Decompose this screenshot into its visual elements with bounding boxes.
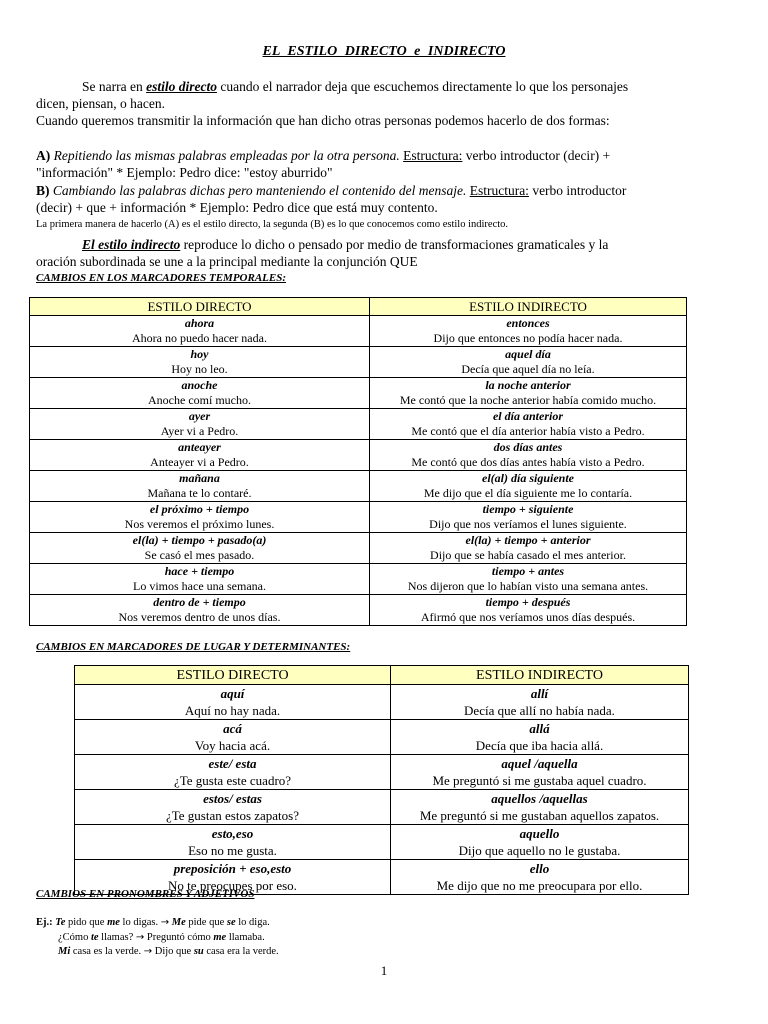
- marker-indirecto: aquellos /aquellas: [491, 791, 588, 806]
- table-row: [30, 595, 687, 626]
- cell-indirecto: [370, 440, 687, 471]
- keyword-estilo-directo: estilo directo: [146, 79, 217, 94]
- example-line-1: Ej.: Te pido que me lo digas. → Me pide que se lo diga.: [36, 917, 270, 928]
- marker-directo: ahora: [184, 316, 215, 330]
- cell-directo: [75, 825, 391, 860]
- option-b-line-2: (decir) + que + información * Ejemplo: Pedro dice que está muy contento.: [36, 200, 438, 215]
- option-b-line-1: B) Cambiando las palabras dichas pero manteniendo el contenido del mensaje. Estructura: verbo introductor: [36, 183, 627, 198]
- cell-indirecto: [391, 825, 689, 860]
- table-row: [30, 409, 687, 440]
- cell-indirecto: [370, 502, 687, 533]
- example-indirecto: Afirmó que nos veríamos unos días después.: [420, 610, 636, 624]
- example-indirecto: Decía que aquel día no leía.: [461, 362, 595, 376]
- marker-directo: ayer: [188, 409, 211, 423]
- marker-directo: esto,eso: [211, 826, 254, 841]
- cell-directo: [30, 502, 370, 533]
- cell-directo: [75, 720, 391, 755]
- header-estilo-indirecto: ESTILO INDIRECTO: [391, 666, 689, 685]
- cell-directo: [30, 347, 370, 378]
- table-header-row: [30, 298, 687, 316]
- marker-indirecto: la noche anterior: [485, 378, 571, 392]
- marker-indirecto: dos días antes: [493, 440, 563, 454]
- marker-indirecto: aquello: [519, 826, 560, 841]
- example-indirecto: Me contó que el día anterior había visto a Pedro.: [411, 424, 645, 438]
- marker-indirecto: el(la) + tiempo + anterior: [465, 533, 591, 547]
- example-line-3: Mi casa es la verde. → Dijo que su casa era la verde.: [58, 946, 279, 957]
- example-directo: Eso no me gusta.: [188, 843, 277, 858]
- cell-indirecto: [370, 564, 687, 595]
- example-indirecto: Dijo que entonces no podía hacer nada.: [433, 331, 623, 345]
- example-indirecto: Me contó que la noche anterior había comido mucho.: [399, 393, 657, 407]
- example-indirecto: Me dijo que el día siguiente me lo contaría.: [423, 486, 633, 500]
- section-heading-lugar: CAMBIOS EN MARCADORES DE LUGAR Y DETERMINANTES:: [36, 641, 351, 653]
- cell-indirecto: [370, 316, 687, 347]
- marker-indirecto: el(al) día siguiente: [482, 471, 574, 485]
- intro-line-2: dicen, piensan, o hacen.: [36, 96, 165, 111]
- marker-directo: hace + tiempo: [164, 564, 235, 578]
- cell-indirecto: [391, 790, 689, 825]
- cell-directo: [30, 378, 370, 409]
- example-indirecto: Me preguntó si me gustaban aquellos zapatos.: [419, 808, 660, 823]
- marker-indirecto: aquel día: [505, 347, 551, 361]
- cell-directo: [30, 409, 370, 440]
- table-marcadores-lugar: [74, 665, 689, 895]
- example-indirecto: Me preguntó si me gustaba aquel cuadro.: [432, 773, 647, 788]
- marker-indirecto: entonces: [506, 316, 550, 330]
- marker-indirecto: aquel /aquella: [501, 756, 578, 771]
- table-row: [30, 316, 687, 347]
- marker-directo: el(la) + tiempo + pasado(a): [132, 533, 267, 547]
- example-directo: Ayer vi a Pedro.: [160, 424, 239, 438]
- example-indirecto: Decía que iba hacia allá.: [475, 738, 604, 753]
- marker-indirecto: tiempo + después: [485, 595, 571, 609]
- header-estilo-directo: ESTILO DIRECTO: [75, 666, 391, 685]
- table-header-row: [75, 666, 689, 685]
- page-title: EL ESTILO DIRECTO e INDIRECTO: [262, 44, 506, 59]
- example-directo: Voy hacia acá.: [194, 738, 271, 753]
- example-directo: No te preocupes por eso.: [168, 878, 297, 893]
- cell-indirecto: [370, 471, 687, 502]
- example-indirecto: Nos dijeron que lo habían visto una semana antes.: [407, 579, 649, 593]
- marker-directo: aquí: [220, 686, 245, 701]
- option-a-line-1: A) Repitiendo las mismas palabras empleadas por la otra persona. Estructura: verbo introductor (decir) +: [36, 148, 611, 163]
- marker-indirecto: ello: [529, 861, 550, 876]
- marker-indirecto: allí: [530, 686, 549, 701]
- example-directo: Anoche comí mucho.: [148, 393, 251, 407]
- example-indirecto: Dijo que aquello no le gustaba.: [458, 843, 621, 858]
- example-directo: Lo vimos hace una semana.: [133, 579, 266, 593]
- example-indirecto: Dijo que se había casado el mes anterior.: [430, 548, 626, 562]
- marker-indirecto: tiempo + antes: [491, 564, 565, 578]
- marker-indirecto: allá: [529, 721, 550, 736]
- cell-directo: [30, 440, 370, 471]
- cell-indirecto: [370, 595, 687, 626]
- cell-directo: [75, 685, 391, 720]
- marker-directo: preposición + eso,esto: [173, 861, 292, 876]
- table-row: [30, 533, 687, 564]
- cell-indirecto: [370, 378, 687, 409]
- example-indirecto: Me dijo que no me preocupara por ello.: [436, 878, 643, 893]
- example-directo: Hoy no leo.: [171, 362, 228, 376]
- section-heading-temporales: CAMBIOS EN LOS MARCADORES TEMPORALES:: [36, 272, 287, 284]
- example-indirecto: Decía que allí no había nada.: [464, 703, 615, 718]
- marker-directo: anteayer: [178, 440, 221, 454]
- intro-line-3: Cuando queremos transmitir la información que han dicho otras personas podemos hacerlo de dos formas:: [36, 113, 610, 128]
- example-directo: Nos veremos dentro de unos días.: [118, 610, 281, 624]
- table-row: [75, 720, 689, 755]
- example-directo: Ahora no puedo hacer nada.: [132, 331, 267, 345]
- table-row: [30, 440, 687, 471]
- cell-indirecto: [370, 533, 687, 564]
- example-directo: Nos veremos el próximo lunes.: [124, 517, 275, 531]
- cell-directo: [30, 316, 370, 347]
- cell-directo: [30, 595, 370, 626]
- header-estilo-indirecto: ESTILO INDIRECTO: [370, 298, 687, 316]
- intro-line-1: Se narra en estilo directo cuando el narrador deja que escuchemos directamente lo que los personajes: [82, 79, 629, 94]
- section-heading-pronombres: CAMBIOS EN PRONOMBRES Y ADJETIVOS: [36, 888, 255, 900]
- marker-indirecto: el día anterior: [492, 409, 563, 423]
- cell-directo: [30, 471, 370, 502]
- marker-directo: mañana: [179, 471, 220, 485]
- example-directo: Anteayer vi a Pedro.: [150, 455, 249, 469]
- table-row: [30, 347, 687, 378]
- table-row: [75, 825, 689, 860]
- example-label: Ej.:: [36, 917, 53, 928]
- indirecto-line-2: oración subordinada se une a la principal mediante la conjunción QUE: [36, 254, 418, 269]
- table-row: [30, 378, 687, 409]
- cell-directo: [75, 790, 391, 825]
- cell-directo: [75, 755, 391, 790]
- table-row: [75, 790, 689, 825]
- header-estilo-directo: ESTILO DIRECTO: [30, 298, 370, 316]
- example-directo: ¿Te gustan estos zapatos?: [165, 808, 299, 823]
- arrow-icon: →: [160, 917, 170, 928]
- example-directo: Aquí no hay nada.: [184, 703, 281, 718]
- example-indirecto: Me contó que dos días antes había visto a Pedro.: [411, 455, 645, 469]
- example-indirecto: Dijo que nos veríamos el lunes siguiente.: [429, 517, 627, 531]
- table-row: [30, 564, 687, 595]
- marker-directo: acá: [223, 721, 242, 736]
- cell-directo: [30, 564, 370, 595]
- cell-indirecto: [391, 755, 689, 790]
- cell-indirecto: [391, 685, 689, 720]
- cell-indirecto: [370, 347, 687, 378]
- arrow-icon: →: [143, 946, 153, 957]
- marker-directo: anoche: [181, 378, 218, 392]
- cell-indirecto: [370, 409, 687, 440]
- page-number: 1: [380, 963, 388, 978]
- table-row: [30, 471, 687, 502]
- marker-directo: el próximo + tiempo: [149, 502, 250, 516]
- table-row: [75, 755, 689, 790]
- example-directo: Mañana te lo contaré.: [147, 486, 252, 500]
- example-directo: ¿Te gusta este cuadro?: [173, 773, 292, 788]
- marker-directo: estos/ estas: [203, 791, 262, 806]
- table-marcadores-temporales: [29, 297, 687, 626]
- example-directo: Se casó el mes pasado.: [144, 548, 255, 562]
- cell-indirecto: [391, 720, 689, 755]
- marker-directo: dentro de + tiempo: [153, 595, 246, 609]
- cell-directo: [30, 533, 370, 564]
- keyword-estilo-indirecto: El estilo indirecto: [82, 237, 181, 252]
- marker-directo: este/ esta: [208, 756, 257, 771]
- marker-indirecto: tiempo + siguiente: [482, 502, 574, 516]
- indirecto-line-1: El estilo indirecto reproduce lo dicho o pensado por medio de transformaciones gramaticales y la: [82, 237, 609, 252]
- arrow-icon: →: [135, 932, 145, 943]
- example-line-2: ¿Cómo te llamas? → Preguntó cómo me llamaba.: [58, 932, 265, 943]
- marker-directo: hoy: [190, 347, 209, 361]
- note-text: La primera manera de hacerlo (A) es el estilo directo, la segunda (B) es lo que conocemos como estilo indirecto.: [36, 219, 509, 230]
- table-row: [30, 502, 687, 533]
- table-row: [75, 685, 689, 720]
- cell-indirecto: [391, 860, 689, 895]
- option-a-line-2: "información" * Ejemplo: Pedro dice: "estoy aburrido": [36, 165, 333, 180]
